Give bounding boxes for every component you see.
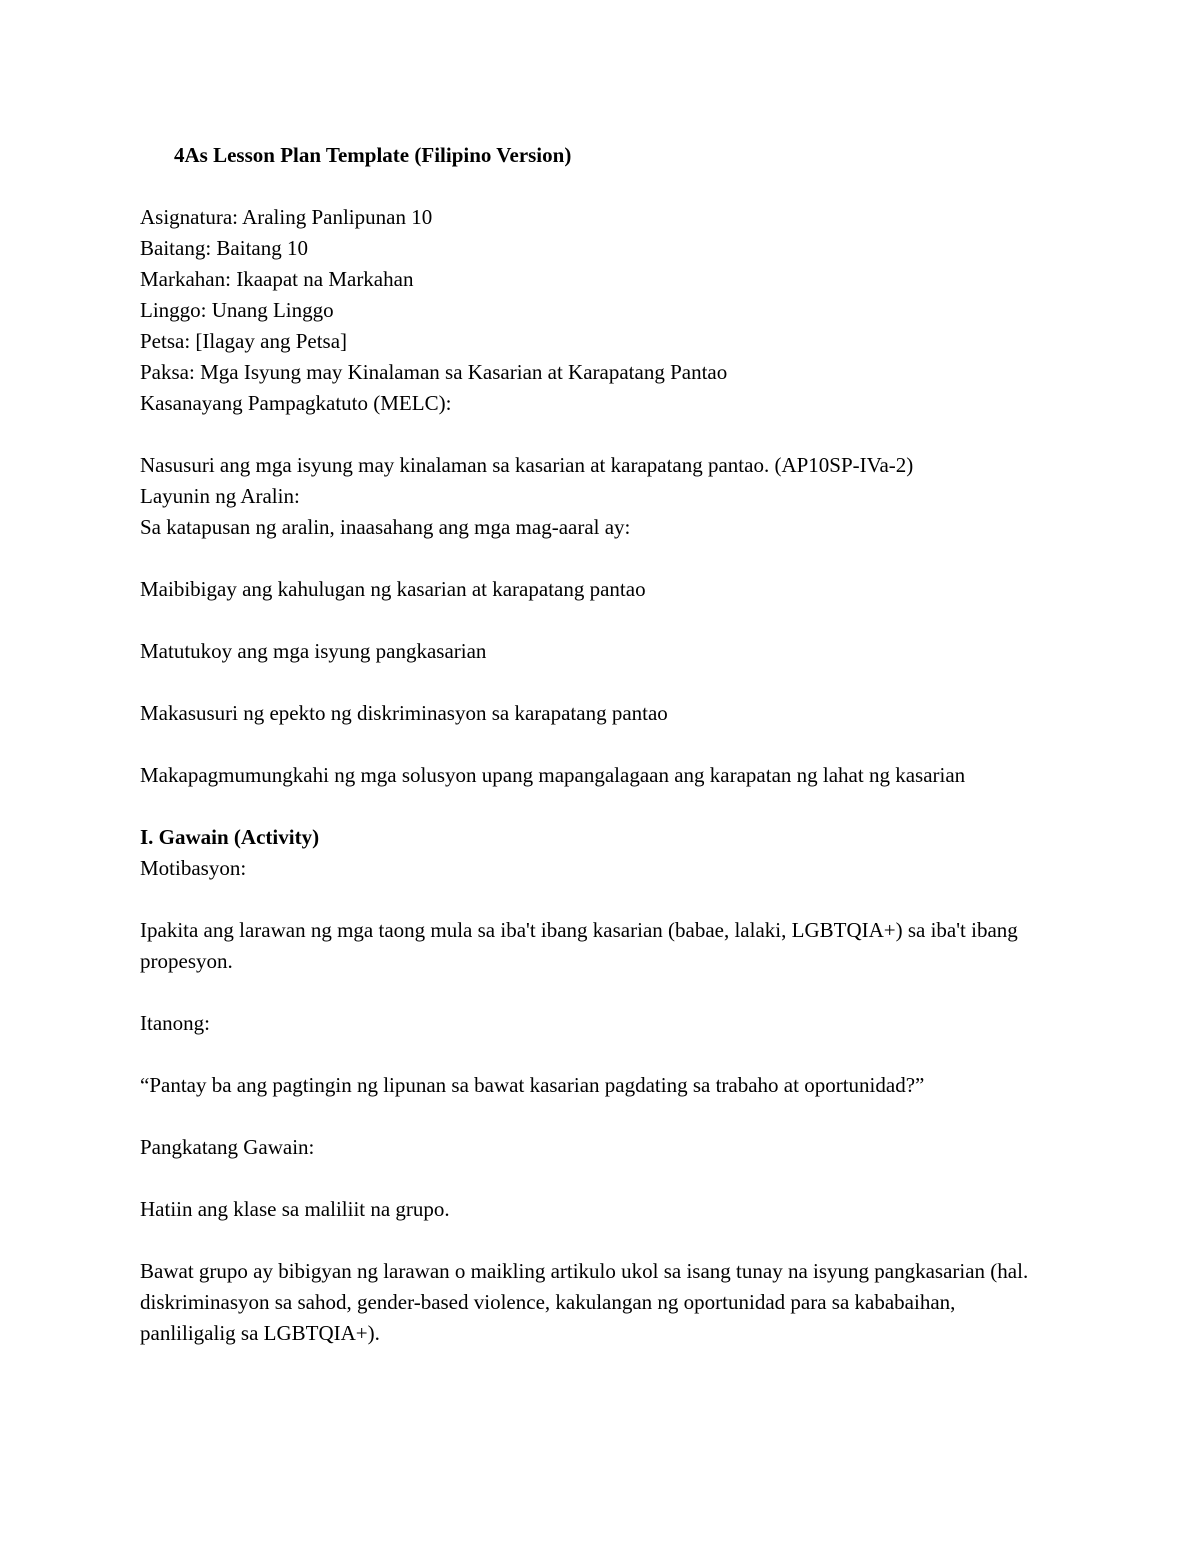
tanong-label: Itanong: [140,1011,210,1035]
meta-petsa: Petsa: [Ilagay ang Petsa] [140,329,348,353]
objective-item: Makasusuri ng epekto ng diskriminasyon sa karapatang pantao [140,701,668,725]
motibasyon-text: Ipakita ang larawan ng mga taong mula sa iba't ibang kasarian (babae, lalaki, LGBTQIA+) sa iba't ibang propesyon. [140,918,1018,973]
document-title: 4As Lesson Plan Template (Filipino Version) [174,143,572,167]
layunin-intro: Sa katapusan ng aralin, inaasahang ang mga mag-aaral ay: [140,515,631,539]
meta-markahan: Markahan: Ikaapat na Markahan [140,267,414,291]
document-page [140,140,1060,1349]
pangkatang-step: Hatiin ang klase sa maliliit na grupo. [140,1197,450,1221]
section-heading-gawain: I. Gawain (Activity) [140,825,320,849]
pangkatang-label: Pangkatang Gawain: [140,1135,315,1159]
meta-asignatura: Asignatura: Araling Panlipunan 10 [140,205,433,229]
objective-item: Matutukoy ang mga isyung pangkasarian [140,639,487,663]
pangkatang-step: Bawat grupo ay bibigyan ng larawan o maikling artikulo ukol sa isang tunay na isyung pangkasarian (hal. diskriminasyon sa sahod, gender-based violence, kakulangan ng oportunidad para sa kababaihan, panliligalig sa LGBTQIA+). [140,1259,1029,1345]
motibasyon-label: Motibasyon: [140,856,247,880]
objective-item: Makapagmumungkahi ng mga solusyon upang mapangalagaan ang karapatan ng lahat ng kasarian [140,763,966,787]
meta-linggo: Linggo: Unang Linggo [140,298,334,322]
objective-item: Maibibigay ang kahulugan ng kasarian at karapatang pantao [140,577,646,601]
layunin-label: Layunin ng Aralin: [140,484,300,508]
meta-paksa: Paksa: Mga Isyung may Kinalaman sa Kasarian at Karapatang Pantao [140,360,728,384]
meta-baitang: Baitang: Baitang 10 [140,236,308,260]
meta-melc-label: Kasanayang Pampagkatuto (MELC): [140,391,452,415]
tanong-text: “Pantay ba ang pagtingin ng lipunan sa bawat kasarian pagdating sa trabaho at oportunidad?” [140,1073,925,1097]
melc-text: Nasusuri ang mga isyung may kinalaman sa kasarian at karapatang pantao. (AP10SP-IVa-2) [140,453,914,477]
